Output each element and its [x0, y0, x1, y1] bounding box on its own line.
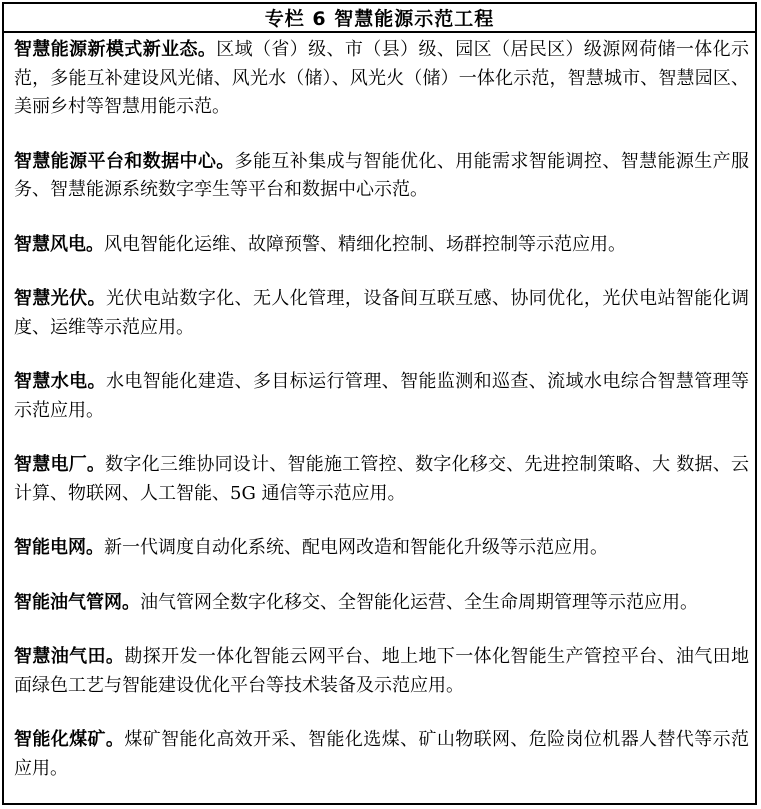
column-title: 专栏 6 智慧能源示范工程 — [264, 8, 495, 30]
entry-heading: 智慧能源新模式新业态。 — [14, 39, 217, 60]
entry-heading: 智慧风电。 — [14, 233, 104, 255]
entry-smart-wind — [14, 231, 749, 260]
entry-smart-hydro — [14, 368, 749, 425]
entry-new-business-models — [14, 36, 749, 122]
column-box — [2, 2, 757, 805]
entry-body: 新一代调度自动化系统、配电网改造和智能化升级等示范应用。 — [104, 537, 608, 558]
entry-body: 风电智能化运维、故障预警、精细化控制、场群控制等示范应用。 — [104, 233, 626, 255]
entry-heading: 智慧水电。 — [14, 371, 106, 392]
entry-body: 数字化三维协同设计、智能施工管控、数字化移交、先进控制策略、大 数据、云计算、物联网、人工智能、5G 通信等示范应用。 — [14, 454, 750, 504]
entry-heading: 智慧能源平台和数据中心。 — [14, 150, 235, 172]
entries-list — [4, 33, 755, 783]
entry-body: 油气管网全数字化移交、全智能化运营、全生命周期管理等示范应用。 — [140, 591, 698, 613]
entry-heading: 智慧电厂。 — [14, 454, 106, 475]
entry-heading: 智慧油气田。 — [14, 646, 125, 667]
entry-heading: 智能油气管网。 — [14, 591, 140, 613]
entry-body: 水电智能化建造、多目标运行管理、智能监测和巡查、流域水电综合智慧管理等示范应用。 — [14, 371, 750, 421]
entry-smart-plant — [14, 451, 749, 508]
entry-smart-grid — [14, 534, 749, 563]
entry-smart-coal-mine — [14, 726, 749, 783]
entry-body: 多能互补集成与智能优化、用能需求智能调控、智慧能源生产服务、智慧能源系统数字孪生等平台和数据中心示范。 — [14, 150, 750, 200]
entry-smart-pv — [14, 285, 749, 342]
entry-body: 煤矿智能化高效开采、智能化选煤、矿山物联网、危险岗位机器人替代等示范应用。 — [14, 729, 750, 779]
entry-smart-oilfield — [14, 643, 749, 700]
entry-heading: 智能化煤矿。 — [14, 729, 125, 750]
entry-heading: 智慧光伏。 — [14, 288, 106, 309]
entry-platform-data-center — [14, 148, 749, 205]
entry-body: 区域（省）级、市（县）级、园区（居民区）级源网荷储一体化示范，多能互补建设风光储、风光水（储）、风光火（储）一体化示范，智慧城市、智慧园区、美丽乡村等智慧用能示范。 — [14, 39, 750, 117]
entry-heading: 智能电网。 — [14, 537, 104, 558]
entry-body: 勘探开发一体化智能云网平台、地上地下一体化智能生产管控平台、油气田地面绿色工艺与智能建设优化平台等技术装备及示范应用。 — [14, 646, 750, 696]
entry-body: 光伏电站数字化、无人化管理，设备间互联互感、协同优化，光伏电站智能化调度、运维等示范应用。 — [14, 288, 750, 338]
entry-smart-pipeline — [14, 589, 749, 618]
title-row — [4, 4, 755, 33]
